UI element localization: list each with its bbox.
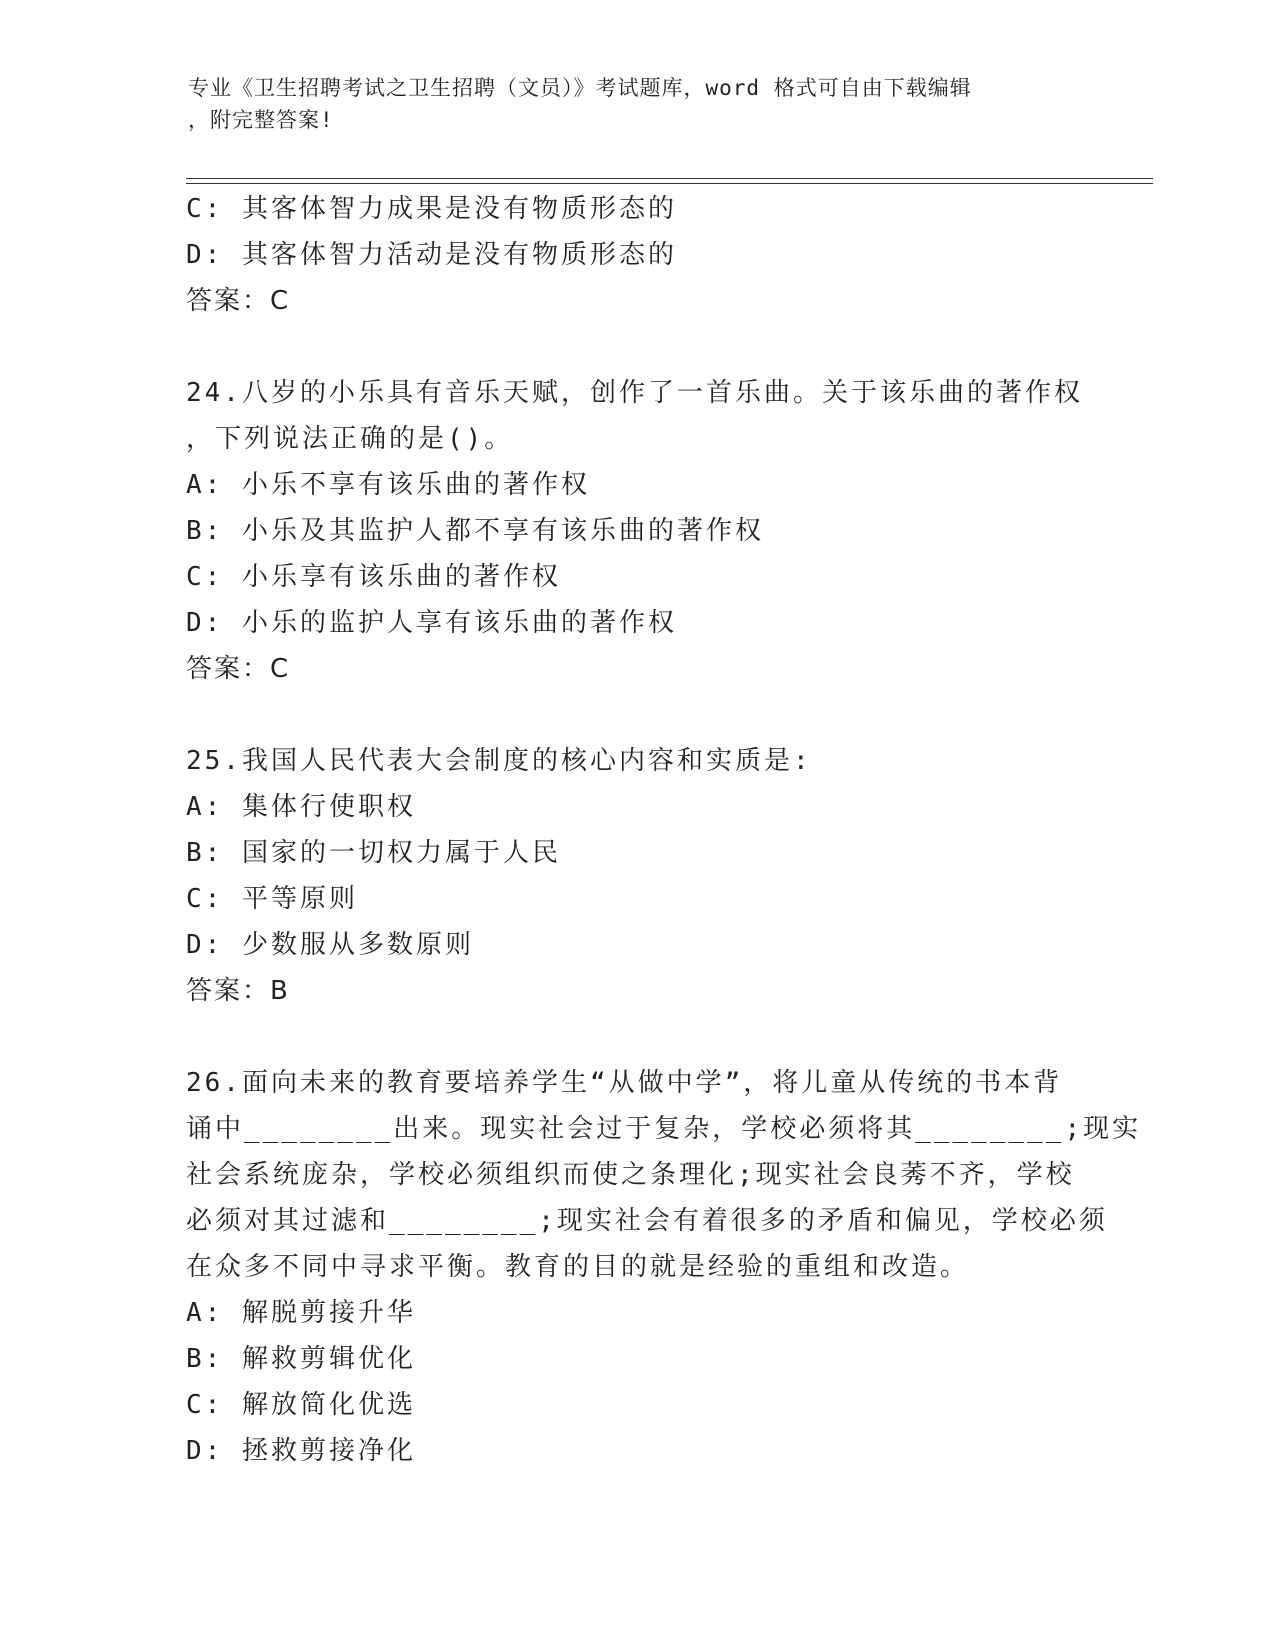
question-26-option-b: B: 解救剪辑优化 [186,1344,416,1374]
question-25-option-c: C: 平等原则 [186,884,358,914]
question-26-option-d: D: 拯救剪接净化 [186,1436,416,1466]
header-subtitle-line: ，附完整答案! [188,108,334,132]
question-24-option-b: B: 小乐及其监护人都不享有该乐曲的著作权 [186,516,764,546]
question-24-answer: 答案：C [186,654,291,684]
question-25-option-a: A: 集体行使职权 [186,792,416,822]
header-title-line: 专业《卫生招聘考试之卫生招聘（文员）》考试题库，word 格式可自由下载编辑 [188,76,972,100]
document-header [188,72,1068,136]
question-26-stem-line: 诵中________出来。现实社会过于复杂，学校必须将其________;现实 [186,1114,1142,1144]
question-26-option-c: C: 解放简化优选 [186,1390,416,1420]
question-24-stem-line: 24.八岁的小乐具有音乐天赋，创作了一首乐曲。关于该乐曲的著作权 [186,378,1083,408]
question-24 [186,370,1086,692]
question-26-stem-line: 必须对其过滤和________;现实社会有着很多的矛盾和偏见，学校必须 [186,1206,1108,1236]
question-25 [186,738,1086,1014]
header-divider-bottom [186,183,1153,184]
question-25-answer: 答案：B [186,976,290,1006]
question-26 [186,1060,1142,1474]
question-list [186,186,1142,1474]
question-24-option-a: A: 小乐不享有该乐曲的著作权 [186,470,590,500]
question-25-option-d: D: 少数服从多数原则 [186,930,474,960]
question-24-option-d: D: 小乐的监护人享有该乐曲的著作权 [186,608,677,638]
question-23-option-d: D: 其客体智力活动是没有物质形态的 [186,240,677,270]
question-26-stem-line: 社会系统庞杂，学校必须组织而使之条理化;现实社会良莠不齐，学校 [186,1160,1075,1190]
question-23-option-c: C: 其客体智力成果是没有物质形态的 [186,194,677,224]
header-divider-top [186,178,1153,179]
question-24-option-c: C: 小乐享有该乐曲的著作权 [186,562,561,592]
question-26-option-a: A: 解脱剪接升华 [186,1298,416,1328]
question-25-option-b: B: 国家的一切权力属于人民 [186,838,561,868]
question-26-stem-line: 26.面向未来的教育要培养学生“从做中学”，将儿童从传统的书本背 [186,1068,1063,1098]
question-24-stem-line: ，下列说法正确的是()。 [186,424,514,454]
question-25-stem-line: 25.我国人民代表大会制度的核心内容和实质是: [186,746,812,776]
question-23-answer: 答案：C [186,286,291,316]
question-23 [186,186,1086,324]
question-26-stem-line: 在众多不同中寻求平衡。教育的目的就是经验的重组和改造。 [186,1252,970,1282]
